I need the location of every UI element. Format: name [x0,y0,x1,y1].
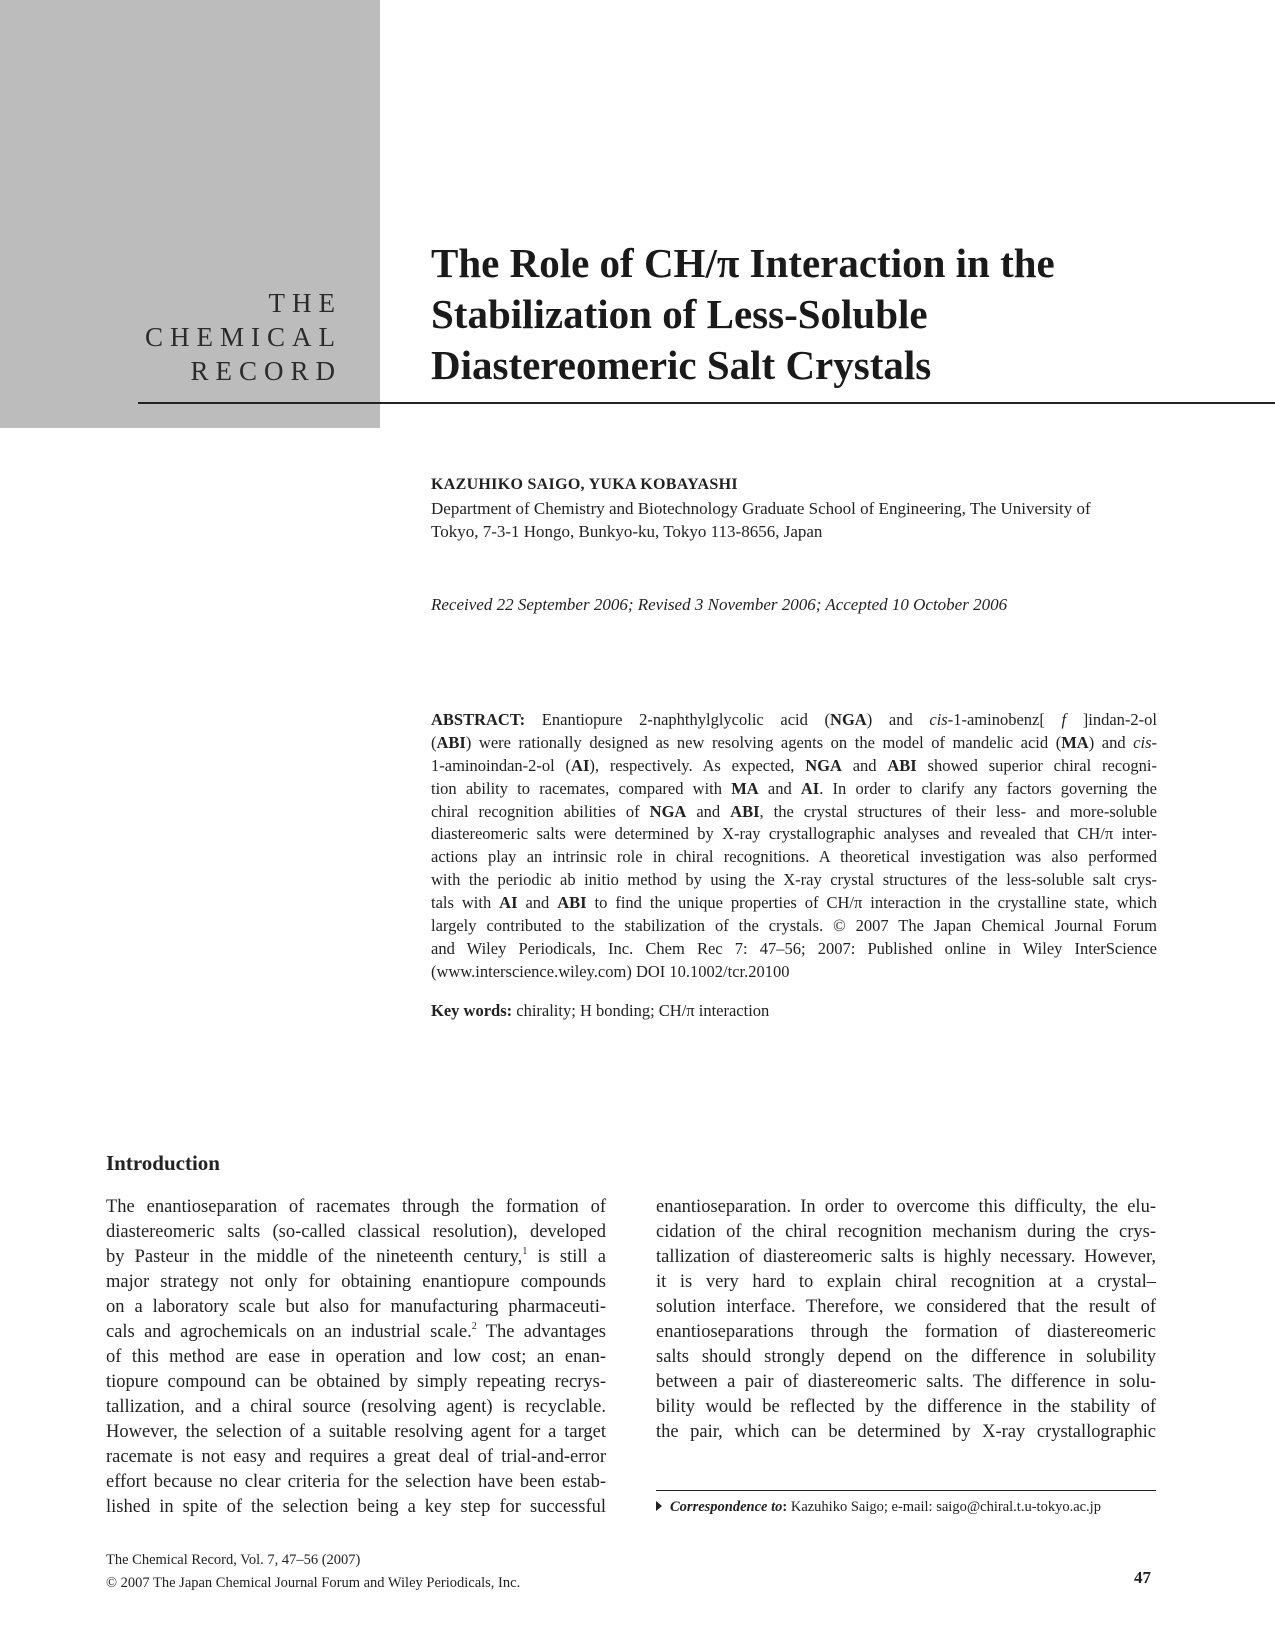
body-line: the pair, which can be determined by X-ray crystallographic [656,1422,1156,1442]
compound-abbrev: ABI [557,893,587,913]
body-line [106,1245,606,1270]
body-text: cals and agrochemicals on an industrial scale. [106,1322,472,1342]
abstract-text: . In order to clarify any factors governing the [819,778,1158,798]
body-text: The advantages [476,1322,606,1342]
correspondence-footnote [656,1499,1101,1516]
author-list: KAZUHIKO SAIGO, YUKA KOBAYASHI [431,476,738,493]
compound-abbrev: MA [1061,732,1089,752]
journal-name-line: RECORD [190,356,342,386]
section-heading-introduction: Introduction [106,1151,220,1175]
footnote-rule [656,1490,1156,1491]
footer-citation: The Chemical Record, Vol. 7, 47–56 (2007) [106,1552,361,1568]
abstract-line: largely contributed to the stabilization of the crystals. © 2007 The Japan Chemical Journal Forum [431,916,1157,936]
abstract-text: , the crystal structures of their less- and more-soluble [759,801,1157,821]
abstract-text: Enantiopure 2-naphthylglycolic acid ( [525,710,831,729]
abstract-text: and [841,755,888,775]
compound-abbrev: NGA [649,801,687,821]
body-line: The enantioseparation of racemates through the formation of [106,1197,606,1217]
citation-ref[interactable]: 1 [522,1246,528,1257]
footnote-colon: : [782,1499,788,1515]
triangle-bullet-icon [656,1501,662,1511]
affiliation [431,497,1151,543]
body-line: tallization, and a chiral source (resolving agent) is recyclable. [106,1397,606,1417]
body-line: However, the selection of a suitable resolving agent for a target [106,1422,606,1442]
abstract-text: 1-aminoindan-2-ol ( [431,755,572,775]
body-line: cidation of the chiral recognition mechanism during the crys- [656,1222,1156,1242]
title-line: Stabilization of Less-Soluble [431,291,928,337]
abstract-text: ) were rationally designed as new resolving agents on the model of mandelic acid ( [465,732,1062,752]
abstract-line [431,801,1157,824]
abstract-italic: f [1061,710,1067,729]
footnote-label: Correspondence to [670,1499,783,1515]
body-line: of this method are ease in operation and low cost; an enan- [106,1347,606,1367]
abstract-line: actions play an intrinsic role in chiral recognitions. A theoretical investigation was also performed [431,847,1157,867]
title-line: Diastereomeric Salt Crystals [431,342,932,388]
abstract-italic: cis- [1133,732,1157,752]
journal-name [145,286,342,388]
body-line [106,1320,606,1345]
abstract-text: tion ability to racemates, compared with [431,778,732,798]
abstract-text: tals with [431,893,500,913]
body-line: on a laboratory scale but also for manufacturing pharmaceuti- [106,1297,606,1317]
body-line: between a pair of diastereomeric salts. The difference in solu- [656,1372,1156,1392]
abstract-line [431,778,1157,801]
header-rule [138,402,1275,404]
compound-abbrev: ABI [730,801,760,821]
journal-name-line: CHEMICAL [145,322,342,352]
abstract-line [431,732,1157,755]
keywords-text: chirality; H bonding; CH/π interaction [512,1001,770,1020]
body-line: lished in spite of the selection being a key step for successful [106,1497,606,1517]
introduction-column-left [106,1195,606,1520]
compound-abbrev: ABI [887,755,917,775]
body-line: racemate is not easy and requires a great deal of trial-and-error [106,1447,606,1467]
publication-dates: Received 22 September 2006; Revised 3 November 2006; Accepted 10 October 2006 [431,595,1008,614]
abstract-line: (www.interscience.wiley.com) DOI 10.1002/tcr.20100 [431,961,790,981]
abstract-text: -1-aminobenz[ [947,710,1062,729]
compound-abbrev: MA [731,778,759,798]
body-line: enantioseparation. In order to overcome this difficulty, the elu- [656,1197,1156,1217]
introduction-column-right [656,1195,1156,1445]
compound-abbrev: AI [800,778,820,798]
body-line: major strategy not only for obtaining enantiopure compounds [106,1272,606,1292]
abstract-line: with the periodic ab initio method by using the X-ray crystal structures of the less-soluble salt crys- [431,870,1157,890]
compound-abbrev: ABI [436,732,466,752]
abstract [431,709,1157,984]
compound-abbrev: NGA [830,710,867,729]
body-line: effort because no clear criteria for the selection have been estab- [106,1472,606,1492]
abstract-text: showed superior chiral recogni- [916,755,1157,775]
page-footer [106,1549,520,1595]
abstract-text: ]indan-2-ol [1066,710,1157,729]
affiliation-line: Tokyo, 7-3-1 Hongo, Bunkyo-ku, Tokyo 113-8656, Japan [431,522,823,541]
body-line: diastereomeric salts (so-called classical resolution), developed [106,1222,606,1242]
keywords-label: Key words: [431,1001,513,1020]
compound-abbrev: NGA [805,755,842,775]
citation-ref[interactable]: 2 [471,1321,477,1332]
article-title [431,238,1231,391]
body-line: it is very hard to explain chiral recognition at a crystal– [656,1272,1156,1292]
keywords [431,1001,769,1021]
abstract-text: ( [431,732,437,752]
abstract-line [431,709,1157,732]
abstract-line: and Wiley Periodicals, Inc. Chem Rec 7: 47–56; 2007: Published online in Wiley InterScience [431,938,1157,958]
body-line: tallization of diastereomeric salts is highly necessary. However, [656,1247,1156,1267]
body-text: by Pasteur in the middle of the nineteenth century, [106,1247,523,1267]
abstract-text: and [758,778,801,798]
abstract-label: ABSTRACT: [431,710,526,729]
abstract-text: ) and [1088,732,1134,752]
footer-copyright: © 2007 The Japan Chemical Journal Forum and Wiley Periodicals, Inc. [106,1575,521,1591]
abstract-line: diastereomeric salts were determined by X-ray crystallographic analyses and revealed that CH/π inter- [431,824,1157,844]
abstract-line [431,892,1157,915]
body-line: enantioseparations through the formation of diastereomeric [656,1322,1156,1342]
abstract-text: and [686,801,731,821]
body-line: bility would be reflected by the difference in the stability of [656,1397,1156,1417]
abstract-text: ), respectively. As expected, [589,755,806,775]
title-line: The Role of CH/π Interaction in the [431,240,1055,286]
compound-abbrev: AI [499,893,518,913]
abstract-text: chiral recognition abilities of [431,801,650,821]
affiliation-line: Department of Chemistry and Biotechnology Graduate School of Engineering, The University of [431,499,1091,518]
body-text: is still a [527,1247,607,1267]
compound-abbrev: AI [571,755,590,775]
body-line: salts should strongly depend on the difference in solubility [656,1347,1156,1367]
abstract-text: and [517,893,558,913]
abstract-italic: cis [929,710,948,729]
abstract-line [431,755,1157,778]
abstract-text: to find the unique properties of CH/π interaction in the crystalline state, which [586,893,1157,913]
abstract-text: ) and [866,710,930,729]
body-line: solution interface. Therefore, we considered that the result of [656,1297,1156,1317]
page-number: 47 [1134,1568,1151,1587]
footnote-text: Kazuhiko Saigo; e-mail: saigo@chiral.t.u-tokyo.ac.jp [787,1499,1101,1515]
journal-name-line: THE [268,288,342,318]
body-line: tiopure compound can be obtained by simply repeating recrys- [106,1372,606,1392]
